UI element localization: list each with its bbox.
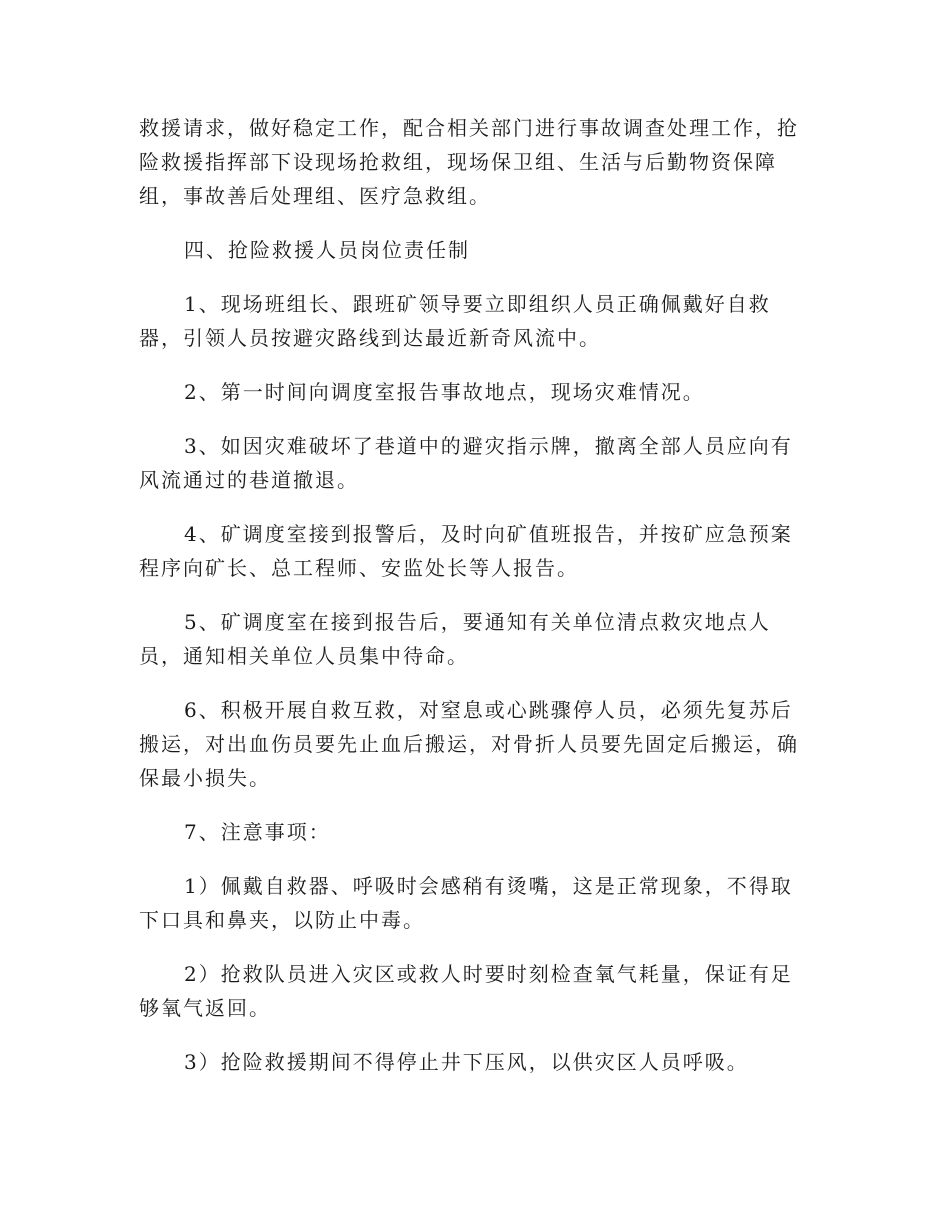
paragraph-note-1: 1）佩戴自救器、呼吸时会感稍有烫嘴，这是正常现象，不得取下口具和鼻夹，以防止中毒。 (139, 874, 793, 932)
paragraph-note-2: 2）抢救队员进入灾区或救人时要时刻检查氧气耗量，保证有足够氧气返回。 (139, 962, 793, 1020)
paragraph-rescue-request: 救援请求，做好稳定工作，配合相关部门进行事故调查处理工作，抢险救援指挥部下设现场抢救组，现场保卫组、生活与后勤物资保障组，事故善后处理组、医疗急救组。 (139, 116, 799, 208)
section-heading-responsibility: 四、抢险救援人员岗位责任制 (184, 238, 470, 262)
paragraph-note-3: 3）抢险救援期间不得停止井下压风，以供灾区人员呼吸。 (184, 1050, 749, 1074)
document-body (139, 111, 809, 1079)
paragraph-item-6: 6、积极开展自救互救，对窒息或心跳骤停人员，必须先复苏后搬运，对出血伤员要先止血后搬运，对骨折人员要先固定后搬运，确保最小损失。 (139, 698, 799, 790)
paragraph-item-2: 2、第一时间向调度室报告事故地点，现场灾难情况。 (184, 380, 705, 404)
paragraph-item-7: 7、注意事项： (184, 820, 331, 844)
paragraph-item-4: 4、矿调度室接到报警后，及时向矿值班报告，并按矿应急预案程序向矿长、总工程师、安监处长等人报告。 (139, 522, 793, 580)
paragraph-item-3: 3、如因灾难破坏了巷道中的避灾指示牌，撤离全部人员应向有风流通过的巷道撤退。 (139, 434, 793, 492)
paragraph-item-1: 1、现场班组长、跟班矿领导要立即组织人员正确佩戴好自救器，引领人员按避灾路线到达最近新奇风流中。 (139, 292, 771, 350)
paragraph-item-5: 5、矿调度室在接到报告后，要通知有关单位清点救灾地点人员，通知相关单位人员集中待命。 (139, 610, 771, 668)
